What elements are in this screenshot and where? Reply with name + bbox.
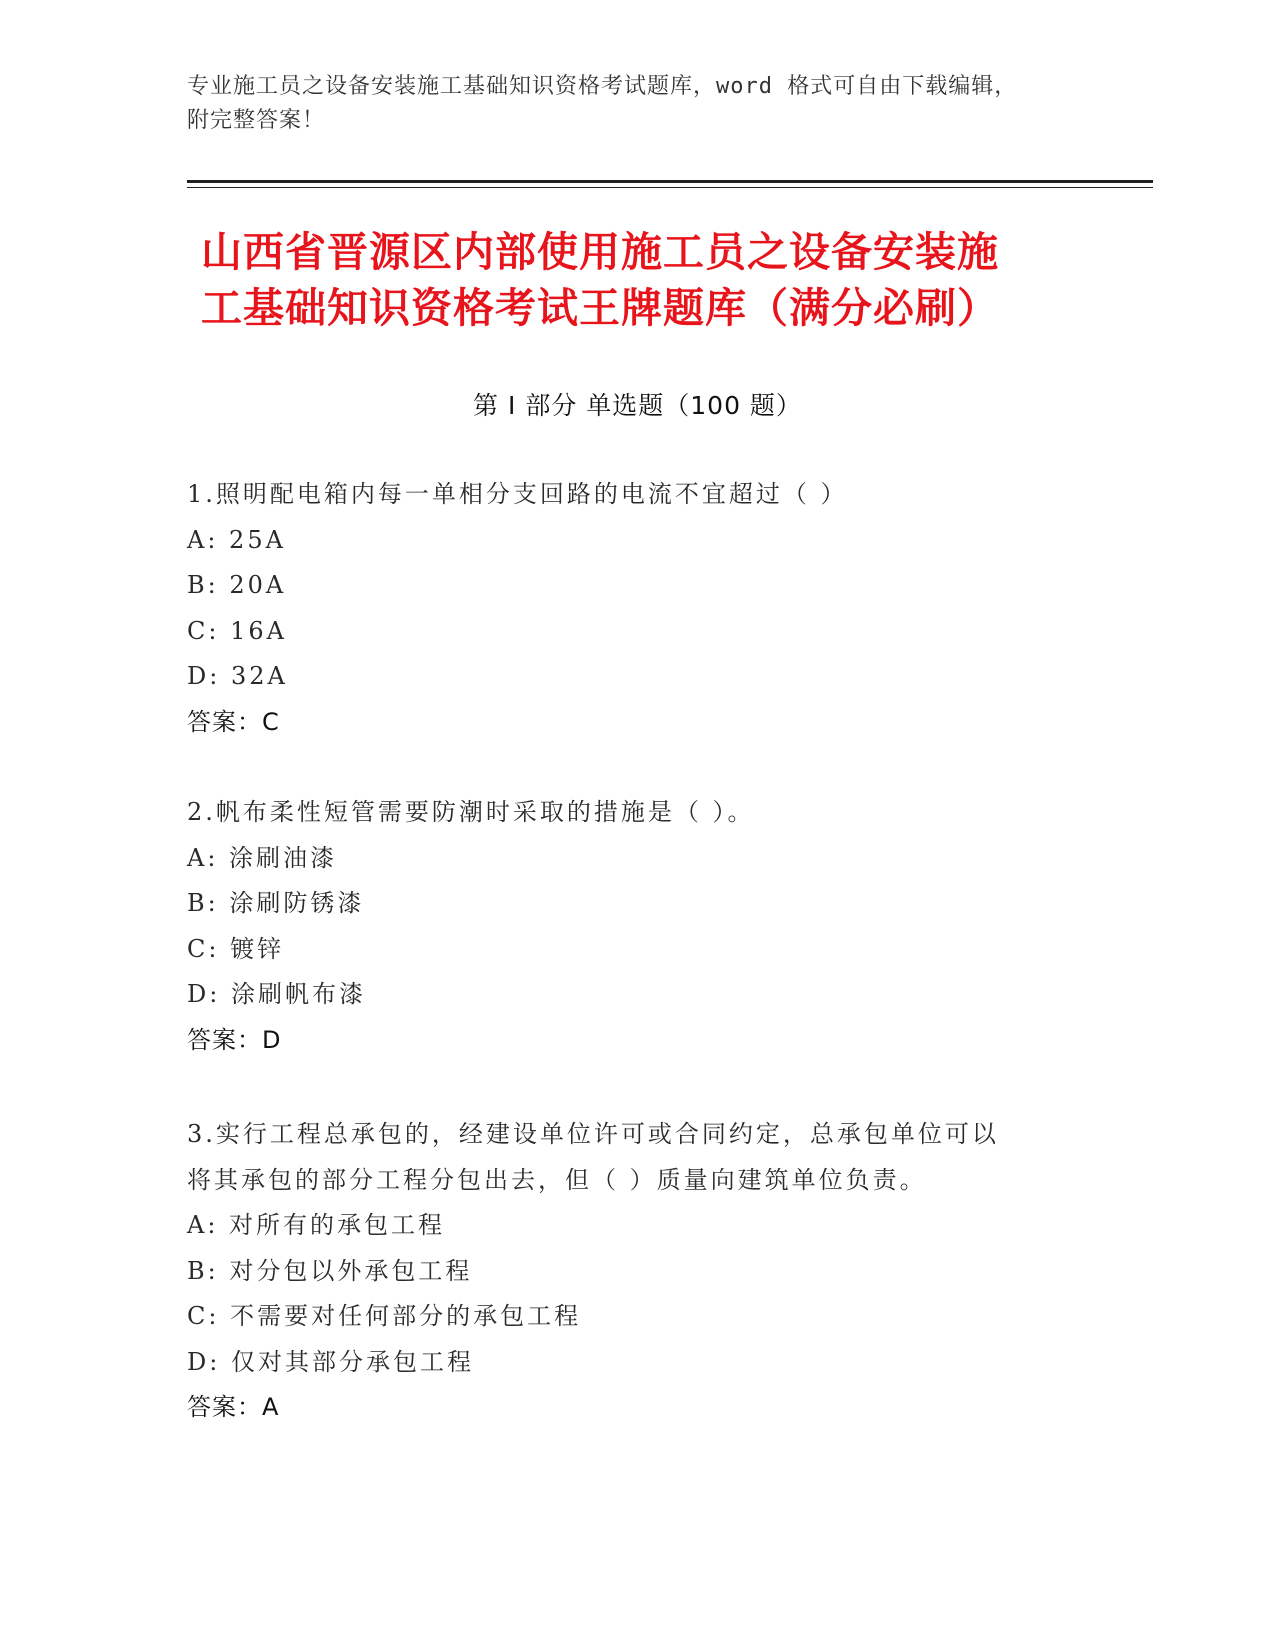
document-title [201, 224, 1101, 336]
option-a: A: 涂刷油漆 [187, 843, 338, 872]
question-2 [187, 790, 1067, 1063]
option-b: B: 对分包以外承包工程 [187, 1256, 473, 1285]
question-1 [187, 472, 1067, 745]
option-c: C: 镀锌 [187, 934, 285, 963]
option-b: B: 20A [187, 571, 287, 599]
header-divider-thick [187, 180, 1153, 183]
option-c: C: 不需要对任何部分的承包工程 [187, 1302, 582, 1330]
option-a: A: 25A [187, 525, 286, 554]
document-title-line-1: 山西省晋源区内部使用施工员之设备安装施 [201, 228, 999, 276]
option-d: D: 仅对其部分承包工程 [187, 1347, 474, 1376]
header-divider-thin [187, 187, 1153, 188]
option-d: D: 涂刷帆布漆 [187, 980, 366, 1008]
answer: 答案：D [187, 1025, 282, 1054]
question-stem-line-2: 将其承包的部分工程分包出去，但（ ）质量向建筑单位负责。 [187, 1165, 927, 1194]
option-c: C: 16A [187, 616, 287, 645]
answer: 答案：C [187, 707, 280, 736]
section-heading: 第 I 部分 单选题（100 题） [473, 391, 802, 420]
answer: 答案：A [187, 1393, 280, 1421]
option-a: A: 对所有的承包工程 [187, 1211, 446, 1239]
question-stem: 1.照明配电箱内每一单相分支回路的电流不宜超过（ ） [187, 480, 848, 508]
header-note-line-1: 专业施工员之设备安装施工基础知识资格考试题库，word 格式可自由下载编辑， [187, 74, 1018, 99]
document-title-line-2: 工基础知识资格考试王牌题库（满分必刷） [201, 284, 999, 332]
header-note-line-2: 附完整答案！ [187, 108, 326, 133]
option-d: D: 32A [187, 662, 288, 690]
header-note [187, 70, 1067, 138]
question-stem-line-1: 3.实行工程总承包的，经建设单位许可或合同约定，总承包单位可以 [187, 1120, 999, 1148]
question-stem: 2.帆布柔性短管需要防潮时采取的措施是（ ）。 [187, 798, 755, 826]
option-b: B: 涂刷防锈漆 [187, 889, 365, 917]
question-3 [187, 1112, 1067, 1431]
